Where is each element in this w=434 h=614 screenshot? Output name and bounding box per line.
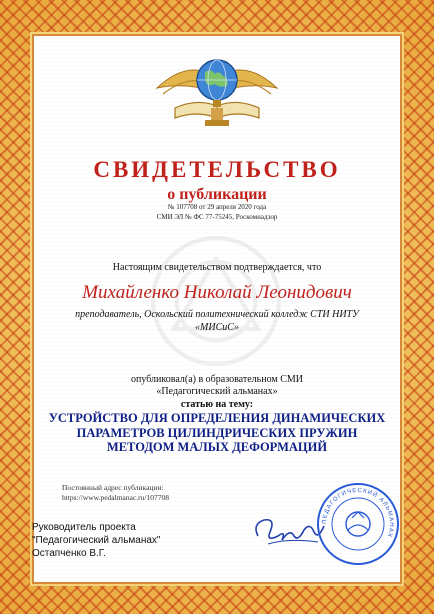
media-name: «Педагогический альманах» — [156, 386, 278, 397]
confirm-text: Настоящим свидетельством подтверждается, что — [112, 262, 322, 273]
address-label: Постоянный адрес публикации: — [62, 483, 164, 492]
seal-text: ПЕДАГОГИЧЕСКИЙ АЛЬМАНАХ — [321, 487, 395, 539]
person-position: преподаватель, Оскольский политехнический колледж СТИ НИТУ «МИСиС» — [75, 309, 359, 333]
published-in-text: опубликовал(а) в образовательном СМИ — [131, 374, 303, 385]
person-name: Михайленко Николай Леонидович — [82, 282, 352, 303]
signer-role: Руководитель проекта — [32, 522, 136, 533]
certificate-sheet — [34, 36, 400, 582]
media-registration: СМИ ЭЛ № ФС 77-75245, Роскомнадзор — [156, 213, 278, 221]
signer-name: Остапченко В.Г. — [32, 548, 106, 559]
certificate-title: СВИДЕТЕЛЬСТВО — [93, 157, 341, 182]
registration-number: № 107708 от 29 апреля 2020 года — [167, 203, 267, 211]
globe-book-emblem-icon — [149, 48, 285, 136]
publication-address-link[interactable]: https://www.pedalmanac.ru/107708 — [62, 493, 169, 502]
signer-project: "Педагогический альманах" — [32, 535, 161, 546]
article-label: статью на тему: — [180, 399, 254, 410]
certificate-subtitle: о публикации — [167, 186, 267, 203]
stamp-seal-icon — [316, 482, 400, 566]
article-title: УСТРОЙСТВО ДЛЯ ОПРЕДЕЛЕНИЯ ДИНАМИЧЕСКИХ ПАРАМЕТРОВ ЦИЛИНДРИЧЕСКИХ ПРУЖИН МЕТОДОМ МАЛЫХ ДЕФОРМАЦИЙ — [48, 411, 386, 454]
